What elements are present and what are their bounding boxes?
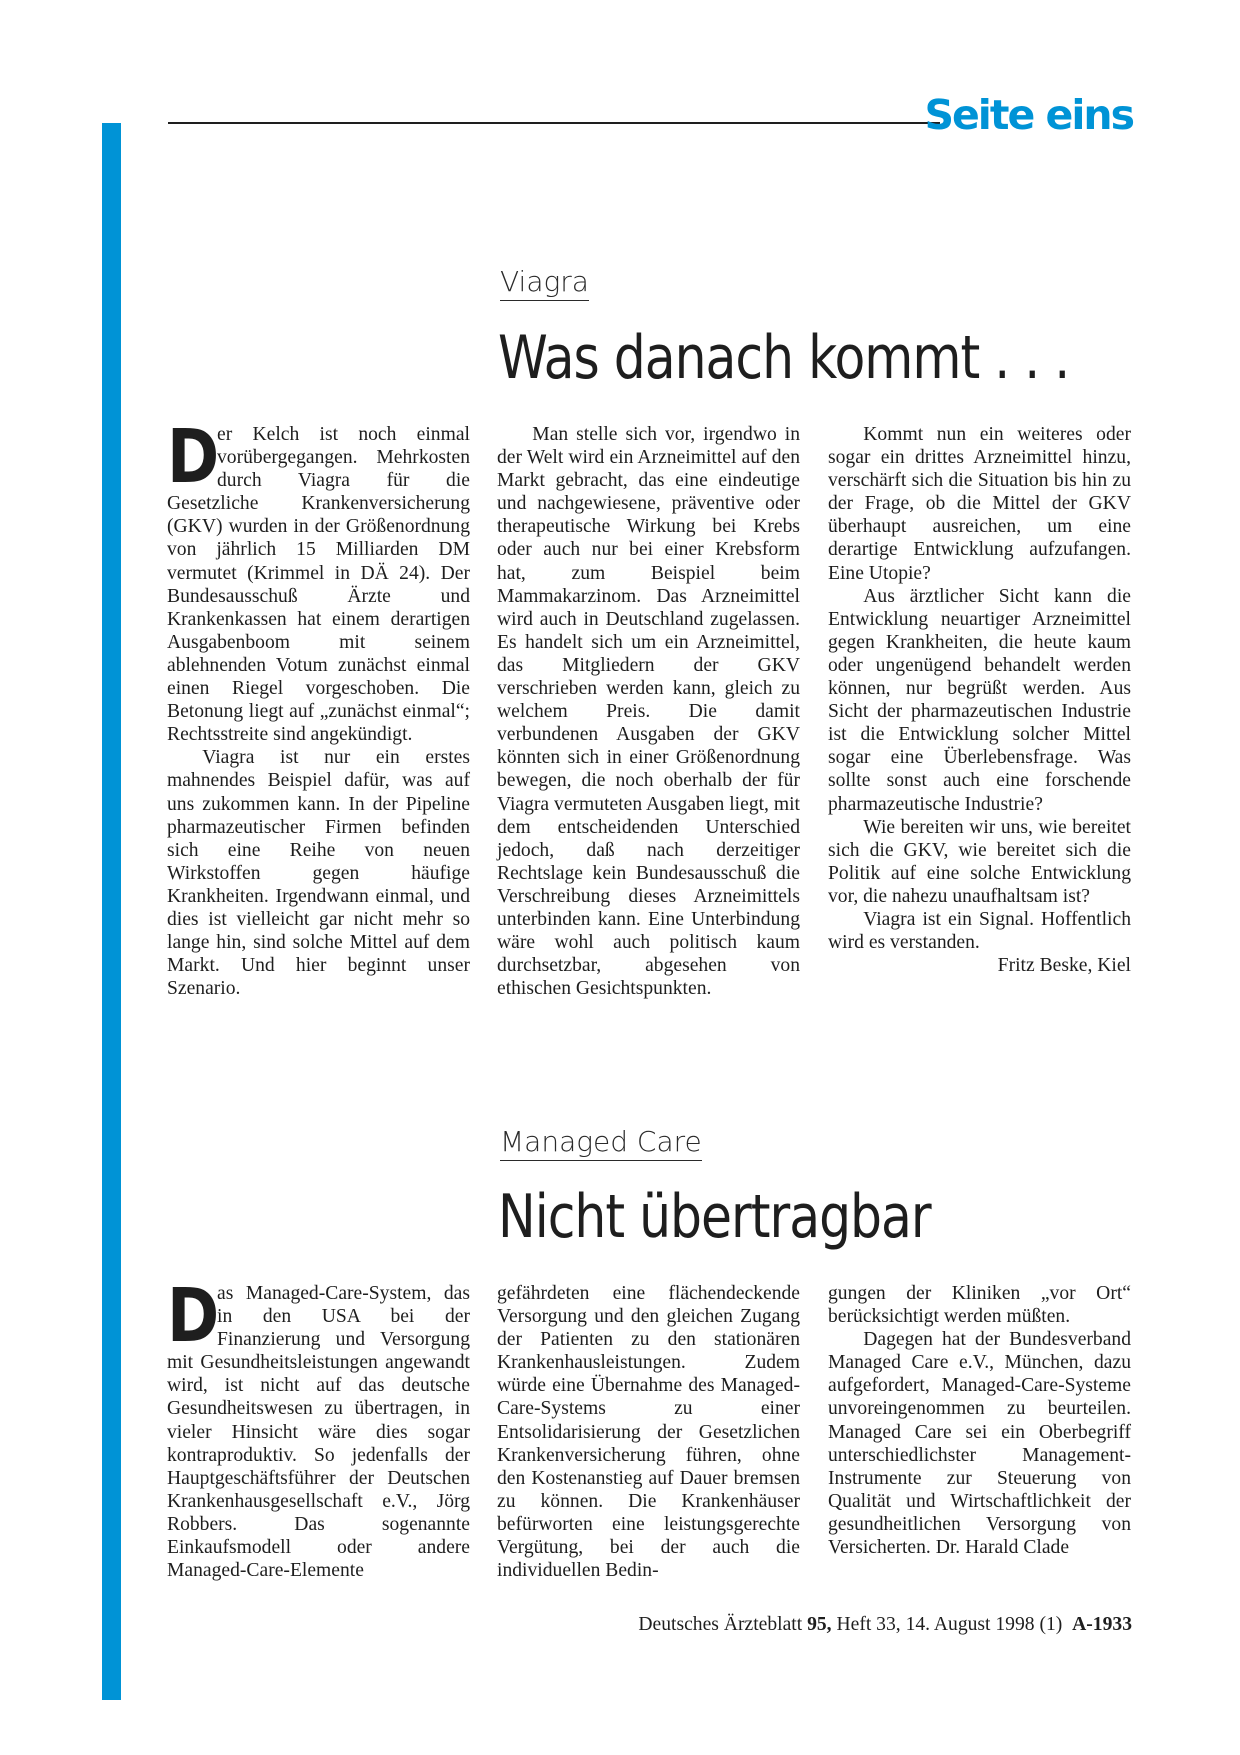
page-footer	[638, 1614, 1132, 1636]
page-number: A-1933	[1072, 1614, 1132, 1635]
paragraph: Viagra ist nur ein erstes mahnendes Beispiel dafür, was auf uns zukommen kann. In der Pipeline pharmazeutischer Firmen befinden sich eine Reihe von neuen Wirkstoffen gegen häufige Krankheiten. Irgendwann einmal, und dies ist vielleicht gar nicht mehr so lange hin, sind solche Mittel auf dem Markt. Und hier beginnt unser Szenario.	[167, 747, 470, 1000]
article-2-column-2	[497, 1282, 800, 1582]
header-rule	[168, 122, 940, 124]
paragraph: Man stelle sich vor, irgendwo in der Welt wird ein Arzneimittel auf den Markt gebracht, das eine eindeutige und nachgewiesene, präventive oder therapeutische Wirkung bei Krebs oder auch nur bei einer Krebsform hat, zum Beispiel beim Mammakarzinom. Das Arzneimittel wird auch in Deutschland zugelassen. Es handelt sich um ein Arzneimittel, das Mitgliedern der GKV verschrieben werden kann, gleich zu welchem Preis. Die damit verbundenen Ausgaben der GKV könnten sich in einer Größenordnung bewegen, die noch oberhalb der für Viagra vermuteten Ausgaben liegt, mit dem entscheidenden Unterschied jedoch, daß nach derzeitiger Rechtslage kein Bundesausschuß die Verschreibung dieses Arzneimittels unterbinden kann. Eine Unterbindung wäre wohl auch politisch kaum durchsetzbar, abgesehen von ethischen Gesichtspunkten.	[497, 424, 800, 1000]
paragraph: gefährdeten eine flächendeckende Versorgung und den gleichen Zugang der Patienten zu den stationären Krankenhausleistungen. Zudem würde eine Übernahme des Managed-Care-Systems zu einer Entsolidarisierung der Gesetzlichen Krankenversicherung führen, ohne den Kostenanstieg auf Dauer bremsen zu können. Die Krankenhäuser befürworten eine leistungsgerechte Vergütung, bei der auch die individuellen Bedin-	[497, 1283, 800, 1582]
paragraph: gungen der Kliniken „vor Ort“ berücksichtigt werden müßten.	[828, 1283, 1131, 1328]
dropcap: D	[167, 414, 220, 500]
article-2-headline: Nicht übertragbar	[498, 1182, 931, 1252]
issue-info: Heft 33, 14. August 1998 (1)	[836, 1614, 1063, 1635]
author-signature: Fritz Beske, Kiel	[997, 955, 1131, 977]
article-1-headline: Was danach kommt . . .	[498, 323, 1070, 393]
article-2-kicker: Managed Care	[500, 1126, 702, 1161]
paragraph: Aus ärztlicher Sicht kann die Entwicklung neuartiger Arzneimittel gegen Krankheiten, die heute kaum oder ungenügend behandelt werden können, nur begrüßt werden. Aus Sicht der pharmazeutischen Industrie ist die Entwicklung solcher Mittel sogar eine Überlebensfrage. Was sollte sonst auch eine forschende pharmazeutische Industrie?	[828, 585, 1131, 815]
article-2-column-3	[828, 1282, 1131, 1559]
paragraph: Dagegen hat der Bundesverband Managed Care e.V., München, dazu aufgefordert, Managed-Care-Systeme unvoreingenommen zu beurteilen. Managed Care sei ein Oberbegriff unterschiedlichster Management-Instrumente zur Steuerung von Qualität und Wirtschaftlichkeit der gesundheitlichen Versorgung von Versicherten. Dr. Harald Clade	[828, 1329, 1131, 1559]
journal-name: Deutsches Ärzteblatt	[638, 1614, 803, 1635]
article-1-column-3	[828, 423, 1131, 977]
paragraph: D as Managed-Care-System, das in den USA bei der Finanzierung und Versorgung mit Gesundheitsleistungen angewandt wird, ist nicht auf das deutsche Gesundheitswesen zu übertragen, in vieler Hinsicht wäre dies sogar kontraproduktiv. So jedenfalls der Hauptgeschäftsführer der Deutschen Krankenhausgesellschaft e.V., Jörg Robbers. Das sogenannte Einkaufsmodell oder andere Managed-Care-Elemente	[167, 1273, 470, 1582]
accent-bar	[102, 123, 121, 1700]
article-1-column-2	[497, 423, 800, 1000]
dropcap: D	[167, 1273, 220, 1359]
article-2-column-1	[167, 1273, 470, 1582]
article-1-column-1	[167, 414, 470, 1000]
paragraph: Viagra ist ein Signal. Hoffentlich wird es verstanden.	[828, 908, 1131, 954]
paragraph: D er Kelch ist noch einmal vorübergegangen. Mehrkosten durch Viagra für die Gesetzliche Krankenversicherung (GKV) wurden in der Größenordnung von jährlich 15 Milliarden DM vermutet (Krimmel in DÄ 24). Der Bundesausschuß Ärzte und Krankenkassen hat einem derartigen Ausgabenboom mit seinem ablehnenden Votum zunächst einmal einen Riegel vorgeschoben. Die Betonung liegt auf „zunächst einmal“; Rechtsstreite sind angekündigt.	[167, 414, 470, 746]
paragraph: Kommt nun ein weiteres oder sogar ein drittes Arzneimittel hinzu, verschärft sich die Situation bis hin zu der Frage, ob die Mittel der GKV überhaupt ausreichen, um eine derartige Entwicklung aufzufangen. Eine Utopie?	[828, 424, 1131, 584]
section-label: Seite eins	[924, 91, 1133, 139]
article-1-kicker: Viagra	[500, 266, 589, 301]
paragraph: Wie bereiten wir uns, wie bereitet sich die GKV, wie bereitet sich die Politik auf eine solche Entwicklung vor, die nahezu unaufhaltsam ist?	[828, 816, 1131, 907]
volume: 95,	[807, 1614, 832, 1635]
